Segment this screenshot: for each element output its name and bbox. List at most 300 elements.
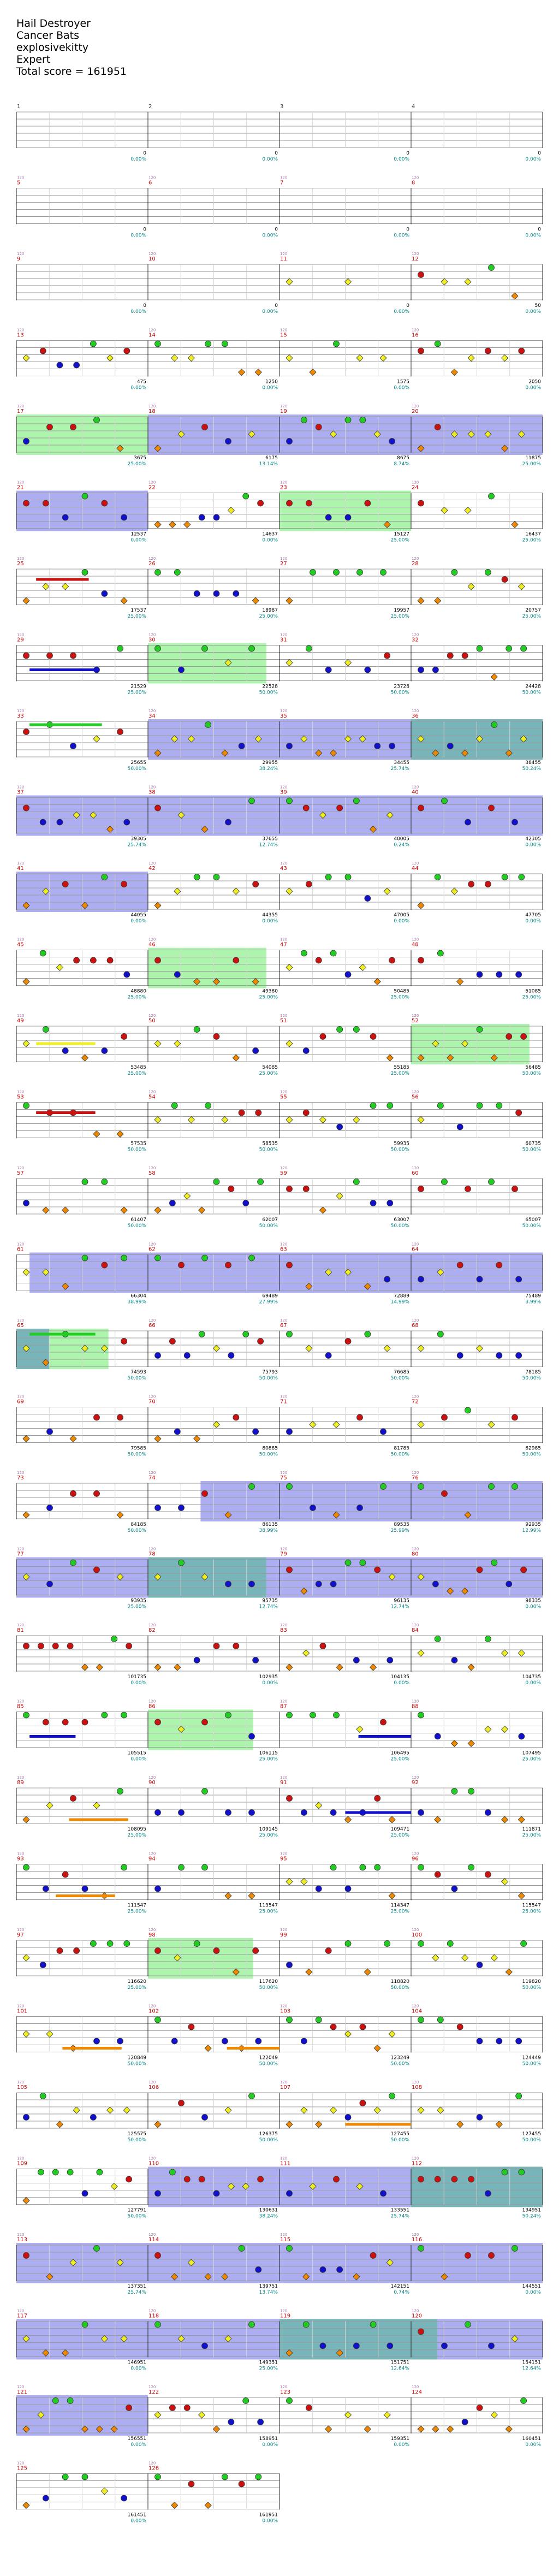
measure-score: 11875 [525,455,541,461]
green-note [389,2093,395,2099]
orange-note [205,2045,211,2052]
measure-number: 15 [280,332,287,339]
measure-score: 48880 [130,988,146,994]
measure-percent: 38.99% [259,1528,278,1533]
measure-score: 0 [275,303,278,309]
measure-score: 107495 [522,1750,541,1756]
measure-percent: 25.00% [127,1604,146,1610]
red-note [62,1719,68,1725]
green-note [418,2017,424,2023]
sp-region [266,1558,543,1598]
green-note [370,2322,376,2328]
yellow-note [477,1345,483,1352]
measure-score: 66304 [130,1293,146,1299]
yellow-note [286,1879,293,1885]
green-note [179,1560,185,1566]
bpm-marker: 120 [17,1547,25,1551]
measure-number: 59 [280,1170,287,1176]
measure-number: 94 [148,1856,156,1862]
bpm-marker: 120 [148,1089,156,1094]
blue-note [330,1810,336,1816]
red-note [306,2405,312,2411]
green-note [465,2322,471,2328]
measure-percent: 50.00% [522,1452,541,1458]
blue-note [179,1810,185,1816]
yellow-note [23,2031,29,2038]
red-note [202,1491,208,1497]
measure-percent: 25.00% [127,994,146,1000]
measure-percent: 0.00% [130,385,146,391]
measure-number: 60 [412,1170,419,1176]
red-note [258,500,264,506]
green-note [82,2322,88,2328]
green-note [90,341,96,347]
green-note [70,1560,76,1566]
measure-percent: 0.00% [525,2442,541,2448]
green-note [384,1941,390,1947]
measure-percent: 0.00% [525,1604,541,1610]
blue-note [40,1962,46,1968]
bpm-marker: 120 [412,632,419,637]
red-note [512,1414,518,1420]
yellow-note [502,1726,508,1733]
red-note [418,2329,424,2335]
blue-note [380,1429,386,1435]
measure-number: 50 [148,1018,156,1024]
measure-percent: 50.00% [127,1528,146,1533]
blue-note [47,1581,53,1587]
green-note [155,2017,161,2023]
measure-number: 33 [17,713,24,719]
orange-note [518,1893,525,1899]
blue-note [387,2343,393,2349]
orange-note [96,1664,103,1671]
measure-percent: 25.99% [390,1528,409,1533]
measure-number: 89 [17,1780,24,1786]
bpm-marker: 120 [412,2080,419,2085]
green-note [287,798,293,804]
blue-note [171,2038,177,2044]
bpm-marker: 120 [280,1623,288,1627]
green-note [337,1027,343,1033]
measure-number: 116 [412,2237,423,2243]
green-note [437,2017,443,2023]
measure-percent: 50.00% [259,2061,278,2067]
measure-score: 0 [406,227,409,233]
measure-number: 44 [412,866,419,872]
yellow-note [468,583,474,590]
song-title: Hail Destroyer [16,17,91,29]
blue-note [47,1429,53,1435]
bpm-marker: 120 [17,1014,25,1018]
red-note [418,1186,424,1192]
orange-note [169,522,176,528]
sustain-bar [36,578,88,581]
green-note [202,1864,208,1870]
blue-note [418,667,424,673]
red-note [233,957,239,963]
measure-number: 35 [280,713,287,719]
measure-number: 39 [280,789,287,796]
measure-score: 14637 [262,531,278,537]
green-note [40,2093,46,2099]
measure-number: 45 [17,941,24,948]
measure-score: 29955 [262,760,278,766]
measure-score: 0 [275,151,278,156]
orange-note [205,2502,211,2509]
measure-number: 106 [148,2085,159,2091]
chart-row [16,2004,543,2067]
measure-number: 10 [148,256,156,262]
measure-percent: 0.00% [262,2518,278,2524]
orange-note [310,369,316,376]
red-note [357,1414,363,1420]
red-note [70,1491,76,1497]
blue-note [225,439,231,445]
measure-score: 44055 [130,913,146,918]
blue-note [496,2038,502,2044]
red-note [485,1872,491,1878]
measure-percent: 25.74% [390,2213,409,2219]
red-note [489,805,495,811]
green-note [353,798,359,804]
measure-number: 42 [148,866,156,872]
measure-percent: 25.00% [390,1909,409,1915]
bpm-marker: 120 [280,1699,288,1704]
blue-note [496,972,502,978]
orange-note [23,1512,29,1518]
chart-row [16,1471,543,1533]
blue-note [202,2343,208,2349]
green-note [287,1484,293,1490]
red-note [126,1643,132,1649]
red-note [496,1262,502,1268]
orange-note [154,522,161,528]
measure-percent: 50.24% [522,2213,541,2219]
green-note [477,1103,483,1109]
green-note [374,1864,380,1870]
blue-note [365,896,371,902]
measure-score: 40005 [394,836,409,842]
orange-note [174,1664,181,1671]
blue-note [384,1276,390,1282]
bpm-marker: 120 [148,2080,156,2085]
green-note [202,1789,208,1795]
orange-note [154,2121,161,2128]
measure-percent: 25.74% [127,2290,146,2295]
green-note [360,417,366,423]
red-note [74,1948,80,1954]
bpm-marker: 120 [412,2385,419,2389]
red-note [485,881,491,887]
red-note [155,805,161,811]
green-note [169,2169,175,2175]
green-note [435,1636,441,1642]
green-note [418,2246,424,2252]
red-note [199,2176,205,2182]
blue-note [102,591,108,597]
measure-number: 2 [148,104,152,110]
red-note [255,1110,261,1116]
blue-note [325,1353,331,1359]
red-note [23,500,29,506]
green-note [111,1636,117,1642]
blue-note [345,514,351,520]
green-note [489,265,495,271]
blue-note [447,743,453,749]
red-note [23,1643,29,1649]
measure-score: 154151 [522,2360,541,2366]
bpm-marker: 120 [148,1242,156,1247]
yellow-note [123,2107,130,2113]
blue-note [477,972,483,978]
bpm-marker: 120 [280,861,288,866]
measure-percent: 25.74% [127,842,146,848]
green-note [194,1027,200,1033]
blue-note [23,439,29,445]
measure-score: 84185 [130,1522,146,1527]
bpm-marker: 120 [148,632,156,637]
blue-note [301,1810,307,1816]
orange-note [194,1436,200,1442]
orange-note [23,979,29,985]
green-note [465,1407,471,1413]
green-note [353,1179,359,1185]
green-note [287,2017,293,2023]
measure-score: 76685 [394,1370,409,1375]
measure-score: 75489 [525,1293,541,1299]
green-note [90,1941,96,1947]
measure-score: 74593 [130,1370,146,1375]
measure-percent: 50.00% [259,690,278,696]
blue-note [316,1886,322,1892]
measure-number: 55 [280,1094,287,1100]
green-note [102,874,108,880]
measure-percent: 50.00% [390,1985,409,1991]
sustain-bar [29,1333,96,1336]
measure-percent: 0.00% [130,1680,146,1686]
measure-number: 123 [280,2389,291,2395]
blue-note [432,667,438,673]
yellow-note [301,2107,307,2113]
green-note [205,341,211,347]
chart-row [16,1928,543,1991]
blue-note [387,1657,393,1663]
orange-note [239,369,245,376]
measure-score: 81785 [394,1446,409,1452]
green-note [330,1864,336,1870]
green-note [447,1941,453,1947]
red-note [330,2024,336,2030]
orange-note [418,2426,424,2432]
bpm-marker: 120 [17,1089,25,1094]
yellow-note [23,355,29,362]
measure-percent: 50.00% [522,1985,541,1991]
measure-number: 48 [412,941,419,948]
measure-percent: 0.00% [525,385,541,391]
red-note [521,1034,527,1040]
measure-score: 127455 [522,2131,541,2137]
measure-number: 83 [280,1627,287,1633]
red-note [457,2024,463,2030]
measure-percent: 50.00% [127,1147,146,1153]
measure-percent: 25.00% [259,2366,278,2372]
measure-percent: 0.00% [262,233,278,239]
red-note [468,881,474,887]
measure-number: 25 [17,561,24,567]
red-note [213,1034,219,1040]
blue-note [57,362,63,368]
measure-number: 67 [280,1323,287,1329]
bpm-marker: 120 [280,252,288,256]
bpm-marker: 120 [148,1166,156,1170]
measure-score: 93935 [130,1598,146,1604]
measure-score: 160451 [522,2436,541,2442]
measure-number: 13 [17,332,24,339]
red-note [43,500,49,506]
measure-number: 46 [148,941,156,948]
bpm-marker: 120 [17,2232,25,2237]
measure-number: 34 [148,713,156,719]
measure-percent: 0.00% [262,2442,278,2448]
measure-number: 54 [148,1094,156,1100]
green-note [23,1103,29,1109]
orange-note [364,1969,371,1975]
orange-note [213,2426,220,2432]
bpm-marker: 120 [148,1014,156,1018]
green-note [502,2169,508,2175]
green-note [82,2474,88,2480]
blue-note [233,591,239,597]
red-note [74,957,80,963]
measure-score: 0 [275,227,278,233]
yellow-note [468,355,474,362]
measure-score: 126375 [259,2131,278,2137]
blue-note [320,2267,326,2273]
measure-number: 7 [280,180,284,186]
measure-number: 85 [17,1703,24,1710]
green-note [179,1864,185,1870]
green-note [418,1712,424,1718]
red-note [477,2405,483,2411]
yellow-note [301,1879,307,1885]
red-note [121,881,127,887]
measure-number: 20 [412,408,419,414]
red-note [102,1262,108,1268]
measure-score: 21529 [130,684,146,690]
measure-score: 80885 [262,1446,278,1452]
blue-note [155,1505,161,1511]
bpm-marker: 120 [148,404,156,408]
measure-score: 95735 [262,1598,278,1604]
green-note [222,341,228,347]
measure-score: 15127 [394,531,409,537]
blue-note [199,514,205,520]
bpm-marker: 120 [280,328,288,333]
measure-score: 125575 [127,2131,146,2137]
red-note [303,805,309,811]
red-note [325,1948,331,1954]
orange-note [62,1207,69,1213]
measure-score: 139751 [259,2284,278,2289]
blue-note [310,1505,316,1511]
red-note [94,1567,100,1573]
total-score: Total score = 161951 [16,66,127,78]
yellow-note [23,1269,29,1276]
red-note [155,957,161,963]
measure-percent: 50.00% [390,2061,409,2067]
measure-number: 79 [280,1551,287,1558]
measure-number: 21 [17,484,24,491]
bpm-marker: 120 [280,404,288,408]
yellow-note [345,660,352,666]
green-note [52,2169,58,2175]
measure-number: 1 [17,104,21,110]
green-note [380,1484,386,1490]
measure-percent: 0.00% [394,919,409,924]
green-note [442,798,448,804]
measure-score: 0 [406,151,409,156]
measure-number: 110 [148,2160,159,2167]
yellow-note [491,1955,497,1961]
bpm-marker: 120 [17,1318,25,1323]
yellow-note [374,2107,380,2113]
green-note [316,2017,322,2023]
orange-note [447,2426,454,2432]
difficulty-label: Expert [16,54,51,66]
red-note [389,957,395,963]
bpm-marker: 120 [17,632,25,637]
blue-note [370,1200,376,1206]
measure-score: 55185 [394,1065,409,1070]
yellow-note [199,2412,205,2418]
measure-number: 38 [148,789,156,796]
measure-score: 8675 [397,455,409,461]
bpm-marker: 120 [412,1471,419,1475]
measure-percent: 25.00% [390,537,409,543]
measure-score: 134951 [522,2207,541,2213]
measure-score: 96135 [394,1598,409,1604]
green-note [155,570,161,576]
measure-number: 78 [148,1551,156,1558]
measure-number: 118 [148,2313,159,2319]
blue-note [432,1581,438,1587]
red-note [202,1719,208,1725]
measure-percent: 0.00% [130,309,146,315]
bpm-marker: 120 [280,2004,288,2009]
measure-percent: 50.00% [390,1376,409,1381]
red-note [94,1414,100,1420]
measure-number: 58 [148,1170,156,1176]
measure-number: 4 [412,104,415,110]
measure-score: 23728 [394,684,409,690]
red-note [258,1339,264,1345]
measure-percent: 50.00% [522,1223,541,1229]
measure-score: 63007 [394,1217,409,1223]
bpm-marker: 120 [280,2080,288,2085]
green-note [519,2169,525,2175]
measure-number: 92 [412,1780,419,1786]
sustain-bar [29,1735,75,1738]
bpm-marker: 120 [148,1394,156,1399]
measure-score: 111547 [127,1903,146,1909]
green-note [94,2246,100,2252]
orange-note [306,1969,312,1975]
measure-score: 89535 [394,1522,409,1527]
blue-note [345,2115,351,2121]
measure-number: 56 [412,1094,419,1100]
measure-percent: 25.00% [522,461,541,467]
